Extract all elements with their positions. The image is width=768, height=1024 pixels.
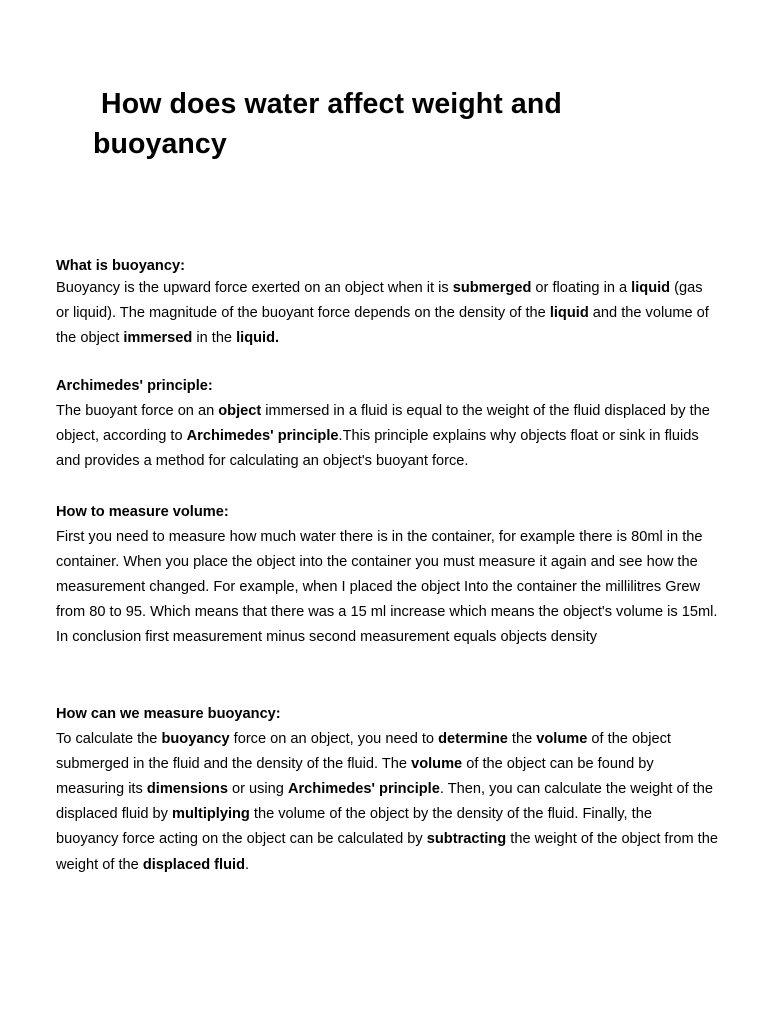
section-body: To calculate the buoyancy force on an object, you need to determine the volume of the object submerged in the fluid and the density of the fluid. The volume of the object can be found by measuring its dimensions or using Archimedes' principle. Then, you can calculate the weight of the displaced fluid by multiplying the volume of the object by the density of the fluid. Finally, the buoyancy force acting on the object can be calculated by subtracting the weight of the object from the weight of the displaced fluid.	[56, 731, 718, 873]
section-how-to-measure-buoyancy	[56, 702, 718, 878]
bold-term: buoyancy	[161, 731, 230, 748]
section-body: The buoyant force on an object immersed in a fluid is equal to the weight of the fluid displaced by the object, according to Archimedes' principle.This principle explains why objects float or sink in fluids and provides a method for calculating an object's buoyant force.	[56, 403, 710, 470]
bold-term: object	[218, 403, 262, 420]
bold-term: liquid	[631, 280, 671, 296]
section-heading: Archimedes' principle:	[56, 378, 213, 394]
bold-term: volume	[411, 756, 463, 773]
bold-term: multiplying	[172, 806, 250, 823]
section-body: Buoyancy is the upward force exerted on an object when it is submerged or floating in a liquid (gas or liquid). The magnitude of the buoyant force depends on the density of the liquid and the volume of the object immersed in the liquid.	[56, 280, 709, 347]
bold-term: Archimedes' principle	[287, 781, 440, 798]
bold-term: subtracting	[426, 831, 507, 848]
bold-term: volume	[536, 731, 588, 748]
bold-term: submerged	[452, 280, 532, 296]
bold-term: liquid.	[236, 330, 280, 347]
section-heading: How can we measure buoyancy:	[56, 706, 281, 722]
section-how-to-measure-volume	[56, 500, 718, 651]
section-what-is-buoyancy	[56, 256, 718, 351]
section-heading: What is buoyancy:	[56, 258, 185, 274]
bold-term: determine	[438, 731, 508, 748]
section-heading: How to measure volume:	[56, 504, 229, 520]
section-body: First you need to measure how much water there is in the container, for example there is 80ml in the container. When you place the object into the container you must measure it again and see how the measurement changed. For example, when I placed the object Into the container the millilitres Grew from 80 to 95. Which means that there was a 15 ml increase which means the object's volume is 15ml. In conclusion first measurement minus second measurement equals objects density	[56, 529, 718, 646]
bold-term: Archimedes' principle	[186, 428, 339, 445]
page-title: How does water affect weight and buoyancy	[93, 88, 570, 160]
bold-term: dimensions	[146, 781, 228, 798]
bold-term: liquid	[549, 305, 589, 322]
bold-term: immersed	[123, 330, 193, 347]
section-archimedes-principle	[56, 374, 718, 474]
bold-term: displaced fluid	[142, 856, 245, 873]
